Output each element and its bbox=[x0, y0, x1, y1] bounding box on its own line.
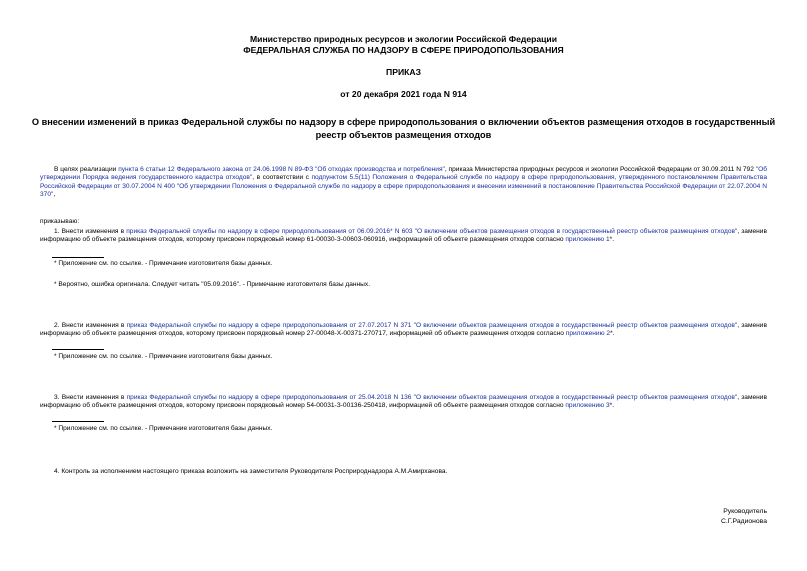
order-603-link[interactable]: приказ Федеральной службы по надзору в сфере природопользования от 06.09.2016* N 603 "О включении объектов размещения отходов в государственный реестр объектов размещения отходов" bbox=[126, 228, 738, 235]
footnote: * Вероятно, ошибка оригинала. Следует читать "05.09.2016". - Примечание изготовителя базы данных. bbox=[54, 281, 371, 288]
doc-type-heading: ПРИКАЗ bbox=[386, 67, 421, 77]
footnote-divider bbox=[52, 349, 104, 350]
preamble-paragraph: В целях реализации пункта 6 статьи 12 Федерального закона от 24.06.1998 N 89-ФЗ "Об отходах производства и потребления", приказа Министерства природных ресурсов и экологии Российской Федерации от 30.09.2011 N 792 "Об утверждении Порядка ведения государственного кадастра отходов", в соответствии с подпунктом 5.5(11) Положения о Федеральной службе по надзору в сфере природопользования, утвержденного постановлением Правительства Российской Федерации от 30.07.2004 N 400 "Об утверждении Положения о Федеральной службе по надзору в сфере природопользования и внесении изменений в постановление Правительства Российской Федерации от 22.07.2004 N 370", bbox=[40, 166, 767, 199]
regulation-5-5-11-link[interactable]: подпунктом 5.5(11) Положения о Федеральной службе по надзору в сфере природопользования, утвержденного постановлением Правительства Российской Федерации от 30.07.2004 N 400 "Об утверждении Положения о Федеральной службе по надзору в сфере природопользования и внесении изменений в постановление Правительства Российской Федерации от 22.07.2004 N 370" bbox=[40, 174, 767, 199]
footnote-divider bbox=[52, 421, 104, 422]
document-title: О внесении изменений в приказ Федеральной службы по надзору в сфере природопользования о включении объектов размещения отходов в государственный реестр объектов размещения отходов bbox=[31, 117, 776, 140]
item-4-paragraph: 4. Контроль за исполнением настоящего приказа возложить на заместителя Руководителя Росприроднадзора А.М.Амирханова. bbox=[54, 468, 448, 475]
appendix-3-link[interactable]: приложению 3 bbox=[565, 402, 610, 410]
order-136-link[interactable]: приказ Федеральной службы по надзору в сфере природопользования от 25.04.2018 N 136 "О включении объектов размещения отходов в государственный реестр объектов размещения отходов" bbox=[126, 394, 738, 401]
appendix-1-link[interactable]: приложению 1 bbox=[565, 236, 610, 244]
service-heading: ФЕДЕРАЛЬНАЯ СЛУЖБА ПО НАДЗОРУ В СФЕРЕ ПРИРОДОПОЛЬЗОВАНИЯ bbox=[243, 45, 564, 55]
signature-position: Руководитель bbox=[723, 508, 767, 515]
item-1-paragraph: 1. Внести изменения в приказ Федеральной службы по надзору в сфере природопользования от 06.09.2016* N 603 "О включении объектов размещения отходов в государственный реестр объектов размещения отходов", заменив информацию об объекте размещения отходов, которому присвоен порядковый номер 61-00030-З-00603-060916, информацией об объекте размещения отходов согласно приложению 1*. bbox=[40, 228, 767, 244]
appendix-2-link[interactable]: приложению 2 bbox=[565, 330, 611, 338]
footnote: * Приложение см. по ссылке. - Примечание изготовителя базы данных. bbox=[54, 353, 273, 360]
law-89fz-link[interactable]: пункта 6 статьи 12 Федерального закона от 24.06.1998 N 89-ФЗ "Об отходах производства и потребления" bbox=[118, 166, 445, 173]
order-792-link[interactable]: "Об утверждении Порядка ведения государственного кадастра отходов" bbox=[40, 166, 767, 182]
item-3-paragraph: 3. Внести изменения в приказ Федеральной службы по надзору в сфере природопользования от 25.04.2018 N 136 "О включении объектов размещения отходов в государственный реестр объектов размещения отходов", заменив информацию об объекте размещения отходов, которому присвоен порядковый номер 54-00031-З-00136-250418, информацией об объекте размещения отходов согласно приложению 3*. bbox=[40, 394, 767, 410]
order-371-link[interactable]: приказ Федеральной службы по надзору в сфере природопользования от 27.07.2017 N 371 "О включении объектов размещения отходов в государственный реестр объектов размещения отходов" bbox=[126, 322, 738, 329]
ministry-heading: Министерство природных ресурсов и экологии Российской Федерации bbox=[250, 34, 557, 44]
footnote: * Приложение см. по ссылке. - Примечание изготовителя базы данных. bbox=[54, 425, 273, 432]
footnote: * Приложение см. по ссылке. - Примечание изготовителя базы данных. bbox=[54, 260, 273, 267]
footnote-divider bbox=[52, 257, 104, 258]
date-number-heading: от 20 декабря 2021 года N 914 bbox=[340, 89, 467, 99]
signature-name: С.Г.Радионова bbox=[720, 518, 767, 525]
order-word: приказываю: bbox=[40, 218, 80, 225]
item-2-paragraph: 2. Внести изменения в приказ Федеральной службы по надзору в сфере природопользования от 27.07.2017 N 371 "О включении объектов размещения отходов в государственный реестр объектов размещения отходов", заменив информацию об объекте размещения отходов, которому присвоен порядковый номер 27-00048-Х-00371-270717, информацией об объекте размещения отходов согласно приложению 2*. bbox=[40, 322, 767, 338]
